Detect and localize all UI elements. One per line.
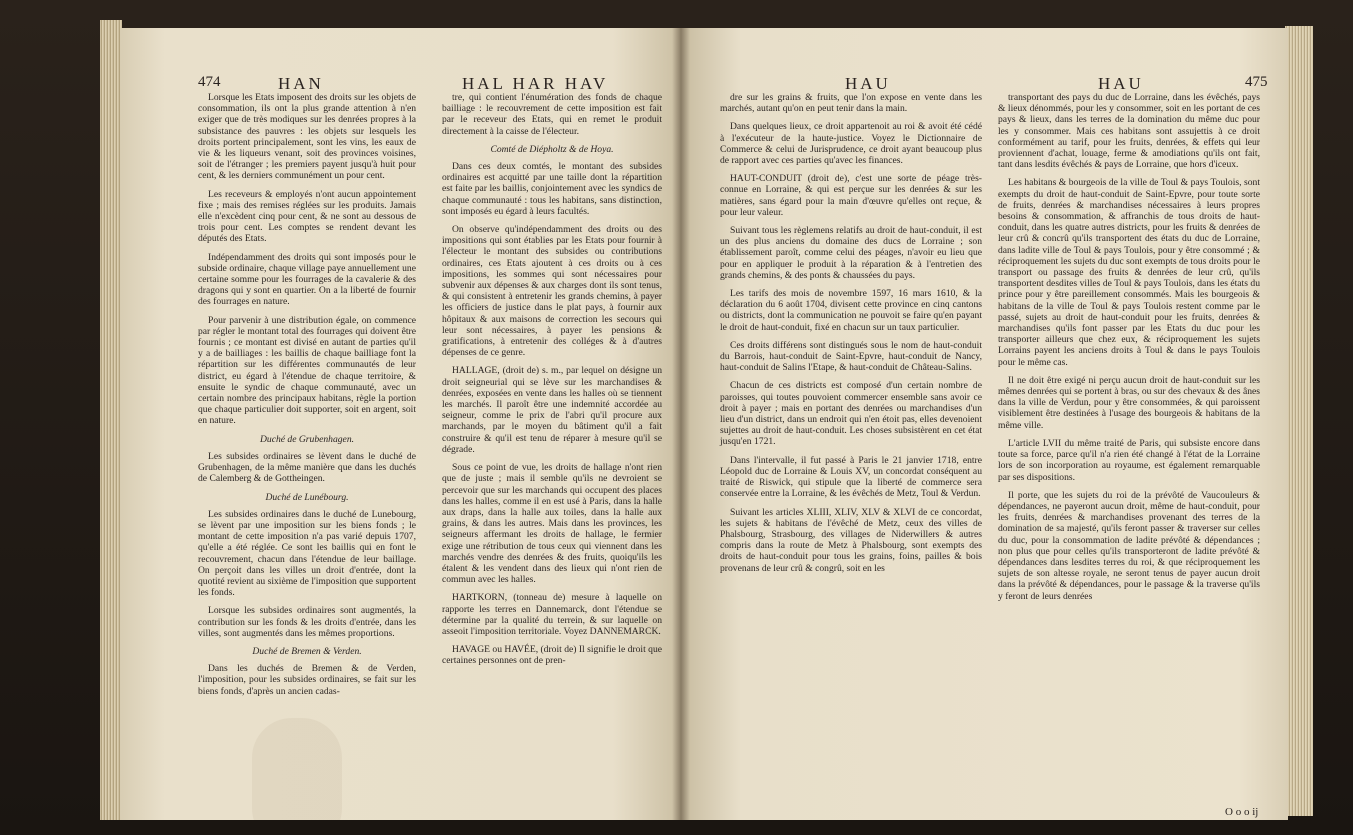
paragraph: HARTKORN, (tonneau de) mesure à laquelle on rapporte les terres en Dannemarck, dont l'étendue se détermine par la qualité du terrein, & sur laquelle on asseoit l'imposition territoriale. Voyez DANNEMARCK. [442,592,662,637]
paragraph: transportant des pays du duc de Lorraine, dans les évêchés, pays & lieux dénommés, pour les y consommer, soit en les portant de ces pays & lieux, dans les terres de la domination du même duc pour les y consommer. Mais ces habitans sont assujettis à ce droit conformément au tarif, pour les fruits, denrées, & effets qui leur proviennent d'achat, louage, ferme & amodiations qu'ils ont fait, tant dans lesdits évêchés & pays de Lorraine, que hors d'iceux. [998,92,1260,171]
paragraph: Dans ces deux comtés, le montant des subsides ordinaires est acquitté par une taille dont la répartition est faite par les baillis, conjointement avec les syndics de chaque communauté : tous les habitans, sans distinction, sont imposés eu égard à leurs facultés. [442,161,662,217]
right-page-column-2 [998,92,1260,609]
left-page-column-2 [442,92,662,674]
section-heading: Comté de Diépholtz & de Hoya. [490,143,614,155]
paragraph: Dans quelques lieux, ce droit appartenoit au roi & avoit été cédé à l'exécuteur de la haute-justice. Voyez le Dictionnaire de Commerce & celui de Jurisprudence, ce droit ayant beaucoup plus de rapport avec ces parties qu'avec les finances. [720,121,982,167]
paragraph: Ces droits différens sont distingués sous le nom de haut-conduit du Barrois, haut-conduit de Saint-Epvre, haut-conduit de Nancy, haut-conduit de Salins l'Etape, & haut-conduit de Château-Salins. [720,339,982,374]
book-gutter [672,28,690,820]
paragraph: Suivant les articles XLIII, XLIV, XLV & XLVI de ce concordat, les sujets & habitans de l'évêché de Metz, ceux des villes de Phalsbourg, Strasbourg, des villages de Niderwillers & autres compris dans la route de Metz à Phalsbourg, sont exempts des droits de haut-conduit pour tous les grains, foins, pailles & bois provenans de leur crû & congrû, soit en les [720,506,982,574]
paragraph: dre sur les grains & fruits, que l'on expose en vente dans les marchés, autant qu'on en peut tenir dans la main. [720,92,982,115]
paragraph: Chacun de ces districts est composé d'un certain nombre de paroisses, qui toutes pouvoient commercer ensemble sans avoir ce droit à payer ; mais en portant des denrées ou marchandises d'un lieu d'un district, dans un endroit qui n'en étoit pas, elles devenoient sujettes au droit de haut-conduit. Les choses subsistèrent en cet état jusqu'en 1721. [720,380,982,448]
paragraph: Les tarifs des mois de novembre 1597, 16 mars 1610, & la déclaration du 6 août 1704, divisent cette province en cinq cantons ou districts, dont la communication ne pouvoit se faire qu'en payant le droit de haut-conduit, fixé en chacun sur un taux particulier. [720,288,982,333]
right-page-number: 475 [1245,74,1268,90]
paragraph: On observe qu'indépendamment des droits ou des impositions qui sont établies par les Etats pour fournir à l'électeur le montant des subsides ou contributions ordinaires, ces Etats ajoutent à ces droits ou à ces impositions, les sommes qui sont nécessaires pour subvenir aux dépenses & aux charges dont ils sont tenus, & qui consistent à entretenir les grands chemins, à payer les officiers de justice dans le plat pays, à fournir aux hôpitaux & aux maisons de correction les secours qui leur sont nécessaires, à payer les pensions & gratifications, à entretenir des colléges & à d'autres dépenses de ce genre. [442,224,662,359]
right-page-column-1 [720,92,982,581]
paragraph: Suivant tous les règlemens relatifs au droit de haut-conduit, il est un des plus anciens du domaine des ducs de Lorraine ; son établissement paroît, comme celui des péages, n'avoir eu lieu que pour en appliquer le produit à la réparation & à l'entretien des grands chemins, & des ponts & chaussées du pays. [720,225,982,281]
right-running-head-2: HAU [1098,74,1144,93]
section-heading: Duché de Grubenhagen. [259,433,355,445]
section-heading: Duché de Bremen & Verden. [252,645,362,657]
paragraph: HALLAGE, (droit de) s. m., par lequel on désigne un droit seigneurial qui se lève sur les marchandises & denrées, exposées en vente dans les halles où se tiennent les marchés. Il paroît être une indemnité accordée au seigneur, comme le prix de l'abri qu'il procure aux marchands, par le moyen du bâtiment qu'il a fait construire & qu'il est tenu de réparer à mesure qu'il se dégrade. [442,365,662,455]
left-running-head-2: HAL HAR HAV [462,74,609,93]
paragraph: Lorsque les Etats imposent des droits sur les objets de consommation, ils ont la plus grande attention à n'en exiger que de très modiques sur les denrées propres à la subsistance des pauvres : les objets sur lesquels les droits portent principalement, sont les vins, les eaux de vie & les liqueurs venant, soit des provinces voisines, soit de l'étranger ; les premiers payent jusqu'à huit pour cent, & les derniers communément un pour cent. [198,92,416,182]
right-page-edges [1285,26,1313,816]
left-page-column-1 [198,92,416,704]
paragraph: Dans l'intervalle, il fut passé à Paris le 21 janvier 1718, entre Léopold duc de Lorraine & Louis XV, un concordat conséquent au traité de Riswick, qui stipule que la liberté de commerce sera conservée entre la Lorraine, & les évêchés de Metz, Toul & Verdun. [720,454,982,500]
paragraph: HAVAGE ou HAVÉE, (droit de) Il signifie le droit que certaines personnes ont de pren- [442,644,662,667]
paragraph: HAUT-CONDUIT (droit de), c'est une sorte de péage très-connue en Lorraine, & qui est perçue sur les denrées & sur les matières, sans égard pour la main d'œuvre qu'elles ont reçue, & pour leur valeur. [720,173,982,218]
paragraph: Dans les duchés de Bremen & de Verden, l'imposition, pour les subsides ordinaires, se fait sur les biens fonds, d'après un ancien cadas- [198,663,416,697]
right-running-head: HAU [845,74,891,93]
paragraph: Il ne doit être exigé ni perçu aucun droit de haut-conduit sur les mêmes denrées qui se portent à bras, ou sur des chevaux & des ânes dans la ville de Verdun, pour y être consommées, & qui paroissent visiblement être destinées à l'usage des bourgeois & habitans de la même ville. [998,374,1260,431]
left-page-edges [100,20,122,820]
signature-mark: O o o ij [1225,806,1259,818]
left-page-number: 474 [198,74,221,90]
paragraph: Les habitans & bourgeois de la ville de Toul & pays Toulois, sont exempts du droit de haut-conduit de Saint-Epvre, pour toute sorte de fruits, denrées & marchandises nécessaires à leurs propres besoins & consommation, & affranchis de tous droits de haut-conduit, dans les quatre autres districts, pour les fruits & denrées de leur crû & concrû qu'ils transportent des états du duc de Lorraine, dans ladite ville de Toul & pays Toulois, pour y être consommé ; & réciproquement les sujets du duc sont exempts de tous droits pour le transport ou passage des fruits & denrées de leur crû, qu'ils transportent desdites villes de Toul & pays Toulois, dans les états du prince pour y être pareillement consommés. Mais les bourgeois & habitans de la ville de Toul & pays Toulois restent comme par le passé, sujets au droit de haut-conduit pour les fruits, denrées & marchandises qu'ils font passer par les Etats du duc pour les transporter ailleurs que chez eux, & réciproquement les sujets Lorrains payent les anciens droits à Toul & dans le pays Toulois pour le même cas. [998,177,1260,368]
paragraph: Pour parvenir à une distribution égale, on commence par régler le montant total des fourrages qui doivent être fournis ; ce montant est divisé en autant de parties qu'il y a de bailliages : les baillis de chaque bailliage font la répartition sur les différentes communautés de leur district, eu égard à l'étendue de chaque territoire, & ensuite le syndic de chaque communauté, avec un certain nombre des principaux habitans, règle la portion que chaque particulier doit supporter, soit en argent, soit en nature. [198,314,416,427]
paragraph: Sous ce point de vue, les droits de hallage n'ont rien que de juste ; mais il semble qu'ils ne devroient se percevoir que sur les marchands qui occupent des places dans les halles, comme il en est usé à Paris, dans la halle aux draps, dans la halle aux toiles, dans la halle aux grains, & dans les autres. Mais dans les provinces, les seigneurs affermant les droits de hallage, le fermier exige une rétribution de tous ceux qui viennent dans les marchés vendre des denrées & des fruits, quoiqu'ils les étalent & les vendent dans des lieux qui n'ont rien de commun avec les halles. [442,462,662,586]
right-page [680,28,1288,820]
paragraph: Indépendamment des droits qui sont imposés pour le subside ordinaire, chaque village paye annuellement une certaine somme pour les fourrages de la cavalerie & des dragons qui y sont en quartier. On a la liberté de fournir des fourrages en nature. [198,251,416,308]
paragraph: L'article LVII du même traité de Paris, qui subsiste encore dans toute sa force, parce qu'il n'a rien été changé à l'état de la Lorraine lors de son incorporation au royaume, est également remarquable par ses dispositions. [998,437,1260,483]
paragraph: Les receveurs & employés n'ont aucun appointement fixe ; mais des remises réglées sur les produits. Jamais elle n'excèdent cinq pour cent, & ne sont au dessous de trois pour cent. Les comptes se rendent devant les députés des Etats. [198,188,416,245]
paragraph: Lorsque les subsides ordinaires sont augmentés, la contribution sur les fonds & les droits d'entrée, dans les villes, sont augmentés dans les mêmes proportions. [198,605,416,639]
left-page [120,28,680,820]
left-running-head: HAN [278,74,324,93]
paragraph: Les subsides ordinaires se lèvent dans le duché de Grubenhagen, de la même manière que dans les duchés de Calemberg & de Gottheingen. [198,450,416,485]
paragraph: Il porte, que les sujets du roi de la prévôté de Vaucouleurs & dépendances, ne payeront aucun droit, même de haut-conduit, pour les fruits, denrées & marchandises provenant des terres de la domination de sa majesté, qu'ils feront passer & traverser sur celles du duc, pour la consommation de ladite prévôté & dépendances ; non plus que pour celles qu'ils transporteront de ladite prévôté & dépendances dans lesdites terres du roi, & que réciproquement les sujets de son altesse royale, ne seront tenus de payer aucun droit dans la prévôté & dépendances, pour le passage & la traverse qu'ils y feront de leurs denrées [998,489,1260,602]
thumb-shadow [252,718,342,820]
paragraph: Les subsides ordinaires dans le duché de Lunebourg, se lèvent par une imposition sur les biens fonds ; le montant de cette imposition n'a pas varié depuis 1707, qu'elle a été réglée. Ce sont les baillis qui en font le recouvrement, chacun dans l'étendue de leur baillage. On perçoit dans les villes un droit d'entrée, dont la quotité revient au sixième de l'imposition que supportent les fonds. [198,508,416,599]
section-heading: Duché de Lunébourg. [265,491,349,503]
paragraph: tre, qui contient l'énumération des fonds de chaque bailliage : le recouvrement de cette imposition est fait par le receveur des Etats, qui en remet le produit directement à la caisse de l'électeur. [442,92,662,137]
